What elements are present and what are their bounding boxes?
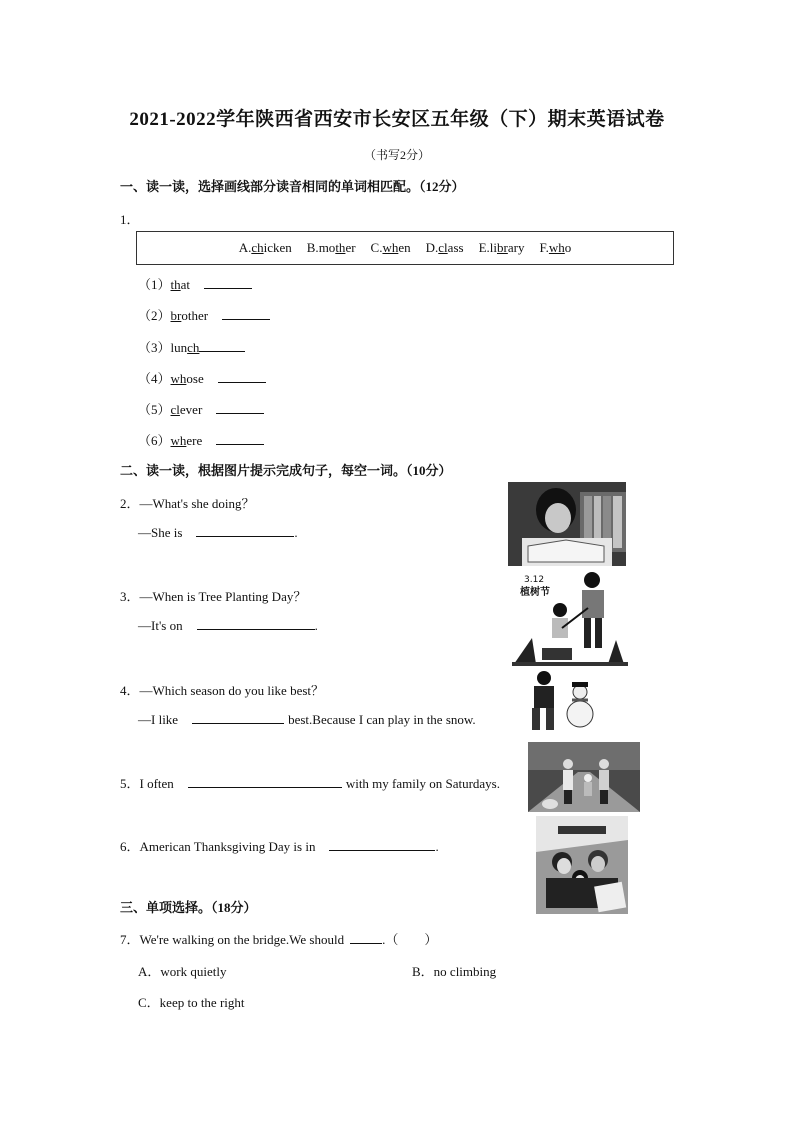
picture-label-text: 植树节 <box>520 587 550 598</box>
q7-option-a[interactable]: A．work quietly <box>138 964 227 979</box>
answer-blank[interactable] <box>188 775 342 788</box>
q2-line2: —She is . <box>138 525 298 540</box>
exam-title: 2021-2022学年陕西省西安市长安区五年级（下）期末英语试卷 <box>129 109 665 130</box>
thanksgiving-picture <box>536 816 628 914</box>
picture-date-text: 3.12 <box>524 575 545 585</box>
q7-option-b[interactable]: B．no climbing <box>412 964 497 979</box>
girl-reading-picture <box>508 482 626 566</box>
option-f: F.who <box>539 240 572 255</box>
section2-heading: 二、读一读，根据图片提示完成句子，每空一词。（10分） <box>120 463 452 478</box>
match-item-2: （2）brother <box>138 305 270 324</box>
answer-blank[interactable] <box>204 276 252 289</box>
option-d: D.class <box>425 240 464 255</box>
answer-blank[interactable] <box>197 617 315 630</box>
answer-blank[interactable] <box>216 401 264 414</box>
q2-line1: 2．—What's she doing？ <box>120 496 255 511</box>
answer-blank[interactable] <box>216 432 264 445</box>
match-item-5: （5）clever <box>138 399 264 418</box>
q6-line: 6．American Thanksgiving Day is in . <box>120 839 439 854</box>
answer-blank[interactable] <box>196 524 294 537</box>
section3-heading: 三、单项选择。（18分） <box>120 900 257 915</box>
word-options-box <box>136 231 674 265</box>
q3-line1: 3．—When is Tree Planting Day？ <box>120 589 307 604</box>
match-item-6: （6）where <box>138 430 264 449</box>
answer-blank[interactable] <box>222 307 270 320</box>
q3-line2: —It's on . <box>138 618 318 633</box>
section1-heading: 一、读一读，选择画线部分读音相同的单词相匹配。（12分） <box>120 179 465 194</box>
q4-line2: —I like best.Because I can play in the snow. <box>138 712 476 727</box>
answer-blank[interactable] <box>329 838 435 851</box>
match-item-4: （4）whose <box>138 368 266 387</box>
answer-blank[interactable] <box>192 711 284 724</box>
match-item-3: （3）lunch <box>138 337 245 356</box>
option-b: B.mother <box>306 240 356 255</box>
answer-blank[interactable] <box>218 370 266 383</box>
q7-option-c[interactable]: C．keep to the right <box>138 995 245 1010</box>
option-e: E.library <box>478 240 525 255</box>
q4-line1: 4．—Which season do you like best？ <box>120 683 325 698</box>
option-a: A.chicken <box>238 240 292 255</box>
answer-blank[interactable] <box>350 931 382 944</box>
option-c: C.when <box>370 240 411 255</box>
winter-snowman-picture <box>522 668 596 740</box>
q5-line: 5．I often with my family on Saturdays. <box>120 776 500 791</box>
family-walk-picture <box>528 742 640 812</box>
q1-number: 1． <box>120 212 140 227</box>
answer-blank[interactable] <box>199 339 245 352</box>
q7-stem: 7．We're walking on the bridge.We should .（ ） <box>120 932 438 947</box>
match-item-1: （1）that <box>138 274 252 293</box>
tree-planting-picture <box>512 568 628 666</box>
exam-subtitle: （书写2分） <box>363 148 430 162</box>
